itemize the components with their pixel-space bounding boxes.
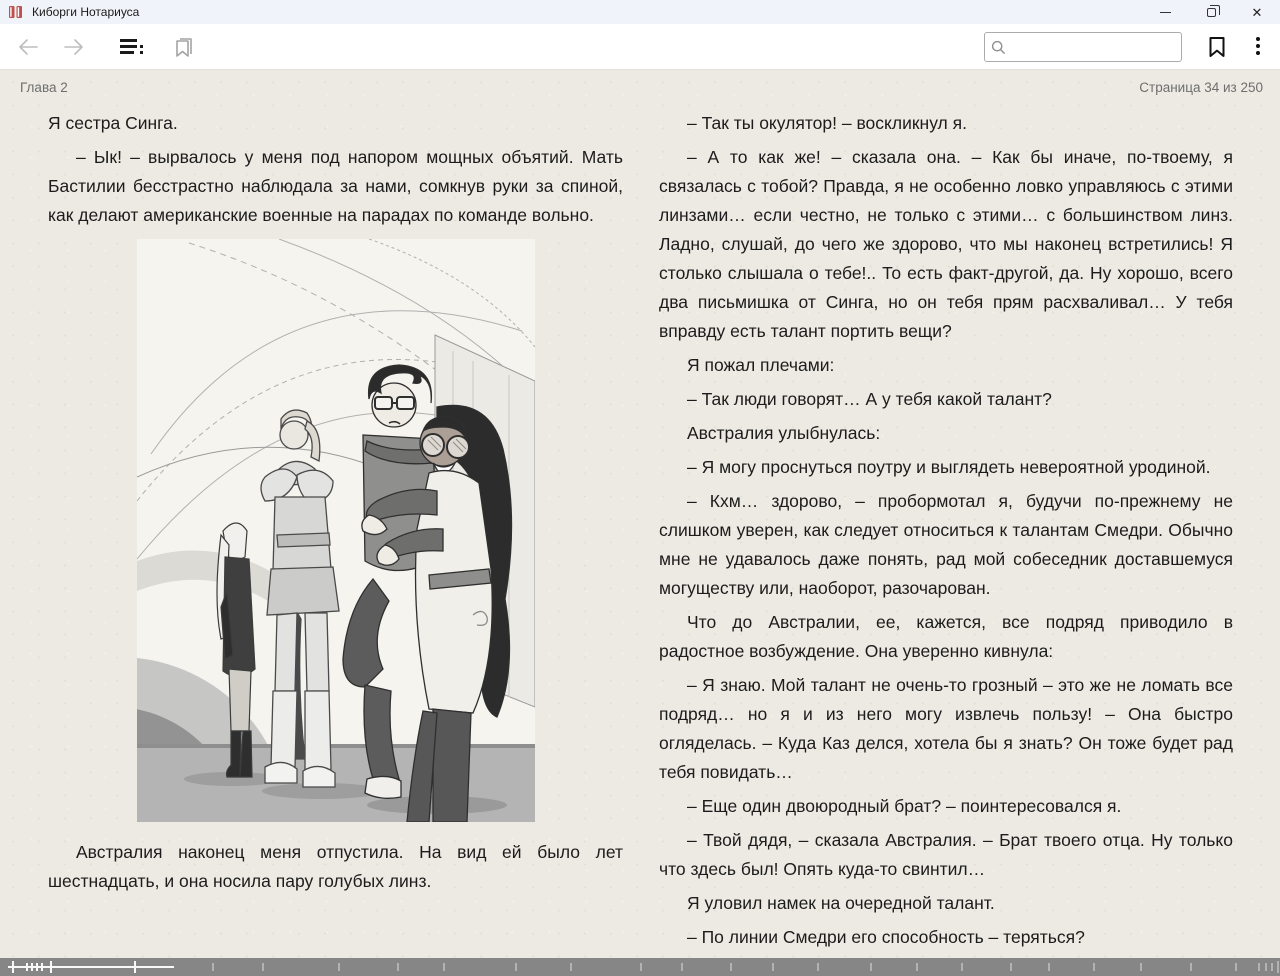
progress-tick [1271, 963, 1273, 971]
search-icon [991, 40, 1006, 55]
progress-tick [681, 963, 683, 971]
paragraph: – А то как же! – сказала она. – Как бы иначе, по-твоему, я связалась с тобой? Правда, я не особенно ловко управляюсь с этими линзами… если честно, не только с этими… с большинством линз. Ладно, слушай, до чего же здорово, что мы наконец встретились! Я столько слышала о тебе!.. То есть факт-другой, да. Ну хорошо, всего два письмишка от Синга, но он тебя прям расхваливал… У тебя вправду есть талант портить вещи? [659, 147, 1233, 341]
title-bar [0, 0, 1280, 24]
restore-button[interactable] [1188, 0, 1234, 24]
double-bookmark-icon [172, 35, 196, 59]
contents-button[interactable] [120, 39, 144, 55]
progress-tick [1190, 963, 1192, 971]
progress-tick [50, 961, 52, 973]
progress-tick [443, 963, 445, 971]
paragraph: – Так люди говорят… А у тебя какой талант? [687, 389, 1052, 409]
close-icon: ✕ [1251, 4, 1263, 20]
toolbar [0, 24, 1280, 70]
progress-tick [1258, 963, 1260, 971]
back-button[interactable] [16, 35, 40, 59]
page-status: Страница 34 из 250 [1139, 80, 1263, 95]
paragraph: Австралия наконец меня отпустила. На вид ей было лет шестнадцать, и она носила пару голубых линз. [48, 842, 623, 891]
progress-tick [338, 963, 340, 971]
menu-button[interactable] [1252, 37, 1264, 57]
progress-tick [41, 963, 43, 971]
reading-page [0, 71, 1280, 958]
paragraph: – Так ты окулятор! – воскликнул я. [687, 113, 967, 133]
progress-tick [134, 961, 136, 973]
paragraph: Я пожал плечами: [687, 355, 835, 375]
progress-tick [772, 963, 774, 971]
page-header [0, 80, 1280, 100]
progress-tick [262, 963, 264, 971]
progress-tick [570, 963, 572, 971]
progress-tick [640, 963, 642, 971]
add-bookmark-button[interactable] [1206, 35, 1228, 59]
paragraph: Что до Австралии, ее, кажется, все подряд приводило в радостное возбуждение. Она уверенно кивнула: [659, 612, 1233, 661]
bookmarks-list-button[interactable] [172, 35, 196, 59]
paragraph: – Твой дядя, – сказала Австралия. – Брат твоего отца. Ну только что здесь был! Опять куда-то свинтил… [659, 830, 1233, 879]
progress-tick [212, 963, 214, 971]
progress-tick [730, 963, 732, 971]
paragraph: – Кхм… здорово, – пробормотал я, будучи по-прежнему не слишком уверен, как следует относиться к талантам Смедри. Обычно мне не удавалось даже понять, рад мой собеседник доставшемуся могуществу или, наоборот, разочарован. [659, 491, 1233, 598]
window-title: Киборги Нотариуса [32, 5, 140, 19]
progress-tick [961, 963, 963, 971]
progress-tick [26, 963, 28, 971]
close-button[interactable] [1234, 0, 1280, 24]
search-box[interactable] [984, 32, 1182, 62]
progress-tick [1140, 963, 1142, 971]
paragraph: – Я знаю. Мой талант не очень-то грозный – это же не ломать все подряд… но я и из него могу извлечь пользу! – Она быстро огляделась. – Куда Каз делся, хотела бы я знать? Он тоже будет рад тебя повидать… [659, 675, 1233, 782]
chapter-label: Глава 2 [20, 80, 68, 95]
paragraph: – Еще один двоюродный брат? – поинтересовался я. [687, 796, 1122, 816]
progress-tick [12, 961, 14, 973]
paragraph: – По линии Смедри его способность – теряться? [687, 927, 1085, 947]
minimize-icon [1160, 12, 1171, 13]
forward-button[interactable] [62, 35, 86, 59]
progress-tick [817, 963, 819, 971]
progress-tick [36, 963, 38, 971]
left-column [48, 109, 623, 951]
paragraph: – Ык! – вырвалось у меня под напором мощных объятий. Мать Бастилии бесстрастно наблюдала за нами, сомкнув руки за спиной, как делают американские военные на парадах по команде вольно. [48, 147, 623, 225]
right-arrow-icon [63, 38, 85, 56]
paragraph: Я уловил намек на очередной талант. [687, 893, 995, 913]
app-icon [8, 4, 24, 20]
progress-tick [1235, 963, 1237, 971]
progress-tick [1093, 963, 1095, 971]
progress-tick [1265, 963, 1267, 971]
progress-bar[interactable] [0, 958, 1280, 976]
bookmark-icon [1206, 35, 1228, 59]
progress-tick [31, 963, 33, 971]
paragraph: Я сестра Синга. [48, 113, 178, 133]
paragraphs-before-image [48, 109, 623, 230]
progress-tick [1010, 963, 1012, 971]
progress-tick [916, 963, 918, 971]
book-illustration [137, 239, 535, 822]
paragraphs-after-image [48, 838, 623, 896]
right-column [659, 109, 1233, 951]
restore-icon [1207, 8, 1216, 17]
progress-tick [870, 963, 872, 971]
minimize-button[interactable] [1142, 0, 1188, 24]
progress-tick [515, 963, 517, 971]
left-arrow-icon [17, 38, 39, 56]
search-input[interactable] [1012, 34, 1175, 60]
right-column-paragraphs [659, 109, 1233, 951]
paragraph: Австралия улыбнулась: [687, 423, 881, 443]
paragraph: – Я могу проснуться поутру и выглядеть невероятной уродиной. [687, 457, 1211, 477]
progress-tick [1048, 963, 1050, 971]
progress-tick [1277, 961, 1279, 973]
progress-tick [397, 963, 399, 971]
